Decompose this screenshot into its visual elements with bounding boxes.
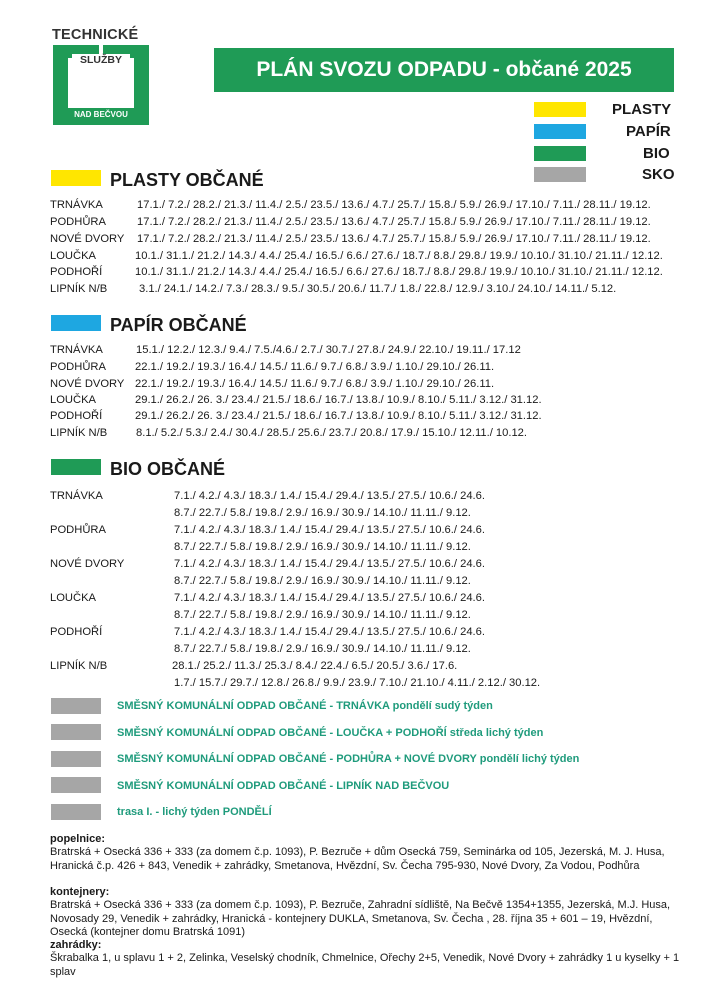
- note-kontejnery-heading: kontejnery:: [50, 886, 110, 898]
- sko-route-trnavka: SMĚSNÝ KOMUNÁLNÍ ODPAD OBČANÉ - TRNÁVKA pondělí sudý týden: [117, 700, 493, 712]
- note-zahradky-text: Škrabalka 1, u splavu 1 + 2, Zelinka, Veselský chodník, Chmelnice, Ořechy 2+5, Venedik, Nové Dvory + zahrádky 1 u kyselky + 1 splav: [50, 952, 680, 978]
- sko-swatch: [51, 777, 101, 793]
- bio-row-dates: 28.1./ 25.2./ 11.3./ 25.3./ 8.4./ 22.4./ 6.5./ 20.5./ 3.6./ 17.6.: [172, 660, 458, 672]
- papir-swatch: [51, 315, 101, 331]
- plasty-row-name: LIPNÍK N/B: [50, 283, 108, 295]
- plasty-row-dates: 17.1./ 7.2./ 28.2./ 21.3./ 11.4./ 2.5./ 23.5./ 13.6./ 4.7./ 25.7./ 15.8./ 5.9./ 26.9./ 17.10./ 7.11./ 28.11./ 19.12.: [137, 199, 651, 211]
- plasty-title: PLASTY OBČANÉ: [110, 170, 264, 190]
- plasty-swatch: [51, 170, 101, 186]
- page-title: PLÁN SVOZU ODPADU - občané 2025: [214, 48, 674, 92]
- legend-label-sko: SKO: [642, 166, 675, 183]
- papir-row-dates: 8.1./ 5.2./ 5.3./ 2.4./ 30.4./ 28.5./ 25.6./ 23.7./ 20.8./ 17.9./ 15.10./ 12.11./ 10.12.: [136, 427, 528, 439]
- plasty-row-name: PODHŮRA: [50, 216, 106, 228]
- legend-label-papir: PAPÍR: [626, 123, 671, 140]
- note-zahradky-heading: zahrádky:: [50, 939, 102, 951]
- papir-row-name: PODHŮRA: [50, 361, 106, 373]
- logo-line-technicke: TECHNICKÉ: [52, 27, 139, 43]
- bio-row-dates: 8.7./ 22.7./ 5.8./ 19.8./ 2.9./ 16.9./ 30.9./ 14.10./ 11.11./ 9.12.: [174, 643, 471, 655]
- sko-swatch: [51, 724, 101, 740]
- note-kontejnery-text: Bratrská + Osecká 336 + 333 (za domem č.p. 1093), P. Bezruče, Zahradní sídliště, Na Bečvě 1354+1355, Jezerská, M.J. Husa, Novosady 29, Venedik + zahrádky, Hranická - kontejnery DUKLA, Smetanova, Sv. Čecha , 28. října 35 + 601 – 19, Hvězdní, Osecká (kontejner domu Bratrská 1091): [50, 899, 671, 938]
- legend-label-bio: BIO: [643, 145, 670, 162]
- bio-row-name: PODHŮRA: [50, 524, 106, 536]
- logo-line-lipnik: LIPNÍK: [79, 94, 123, 109]
- papir-row-dates: 22.1./ 19.2./ 19.3./ 16.4./ 14.5./ 11.6./ 9.7./ 6.8./ 3.9./ 1.10./ 29.10./ 26.11.: [135, 378, 495, 390]
- plasty-row-dates: 10.1./ 31.1./ 21.2./ 14.3./ 4.4./ 25.4./ 16.5./ 6.6./ 27.6./ 18.7./ 8.8./ 29.8./ 19.9./ 10.10./ 31.10./ 21.11./ 12.12.: [135, 266, 663, 278]
- sko-route-lipnik: SMĚSNÝ KOMUNÁLNÍ ODPAD OBČANÉ - LIPNÍK NAD BEČVOU: [117, 780, 450, 792]
- papir-title: PAPÍR OBČANÉ: [110, 315, 247, 335]
- note-popelnice-text: Bratrská + Osecká 336 + 333 (za domem č.p. 1093), P. Bezruče + dům Osecká 759, Seminárka od 105, Jezerská, M. J. Husa, Hranická č.p. 426 + 843, Venedik + zahrádky, Smetanova, Hvězdní, Sv. Čecha 795-930, Nové Dvory, Za Vodou, Podhůra: [50, 846, 665, 872]
- bio-row-dates: 7.1./ 4.2./ 4.3./ 18.3./ 1.4./ 15.4./ 29.4./ 13.5./ 27.5./ 10.6./ 24.6.: [174, 490, 485, 502]
- note-popelnice-heading: popelnice:: [50, 833, 106, 845]
- plasty-row-dates: 17.1./ 7.2./ 28.2./ 21.3./ 11.4./ 2.5./ 23.5./ 13.6./ 4.7./ 25.7./ 15.8./ 5.9./ 26.9./ 17.10./ 7.11./ 28.11./ 19.12.: [137, 233, 651, 245]
- bio-row-dates: 7.1./ 4.2./ 4.3./ 18.3./ 1.4./ 15.4./ 29.4./ 13.5./ 27.5./ 10.6./ 24.6.: [174, 558, 485, 570]
- plasty-row-name: TRNÁVKA: [50, 199, 103, 211]
- bio-row-name: NOVÉ DVORY: [50, 558, 125, 570]
- bio-row-name: LIPNÍK N/B: [50, 660, 108, 672]
- sko-swatch: [51, 804, 101, 820]
- papir-row-name: LOUČKA: [50, 394, 97, 406]
- bio-row-dates: 8.7./ 22.7./ 5.8./ 19.8./ 2.9./ 16.9./ 30.9./ 14.10./ 11.11./ 9.12.: [174, 609, 471, 621]
- plasty-row-dates: 3.1./ 24.1./ 14.2./ 7.3./ 28.3./ 9.5./ 30.5./ 20.6./ 11.7./ 1.8./ 22.8./ 12.9./ 3.10./ 24.10./ 14.11./ 5.12.: [139, 283, 617, 295]
- papir-row-name: NOVÉ DVORY: [50, 378, 125, 390]
- plasty-row-name: NOVÉ DVORY: [50, 233, 125, 245]
- bio-title: BIO OBČANÉ: [110, 459, 226, 479]
- sko-route-loucka: SMĚSNÝ KOMUNÁLNÍ ODPAD OBČANÉ - LOUČKA + PODHOŘÍ středa lichý týden: [117, 727, 544, 739]
- plasty-row-dates: 17.1./ 7.2./ 28.2./ 21.3./ 11.4./ 2.5./ 23.5./ 13.6./ 4.7./ 25.7./ 15.8./ 5.9./ 26.9./ 17.10./ 7.11./ 28.11./ 19.12.: [137, 216, 651, 228]
- papir-row-name: LIPNÍK N/B: [50, 427, 108, 439]
- bio-row-name: PODHOŘÍ: [50, 626, 103, 638]
- logo-line-sluzby: SLUŽBY: [72, 54, 130, 66]
- plasty-row-dates: 10.1./ 31.1./ 21.2./ 14.3./ 4.4./ 25.4./ 16.5./ 6.6./ 27.6./ 18.7./ 8.8./ 29.8./ 19.9./ 10.10./ 31.10./ 21.11./ 12.12.: [135, 250, 663, 262]
- sko-swatch: [51, 751, 101, 767]
- bio-row-dates: 8.7./ 22.7./ 5.8./ 19.8./ 2.9./ 16.9./ 30.9./ 14.10./ 11.11./ 9.12.: [174, 575, 471, 587]
- legend-swatch-sko: [534, 167, 586, 182]
- legend-swatch-plasty: [534, 102, 586, 117]
- logo-line-nad-becvou: NAD BEČVOU: [74, 110, 128, 119]
- papir-row-name: TRNÁVKA: [50, 344, 103, 356]
- papir-row-name: PODHOŘÍ: [50, 410, 103, 422]
- bio-row-dates: 7.1./ 4.2./ 4.3./ 18.3./ 1.4./ 15.4./ 29.4./ 13.5./ 27.5./ 10.6./ 24.6.: [174, 626, 485, 638]
- plasty-row-name: PODHOŘÍ: [50, 266, 103, 278]
- bio-row-dates: 7.1./ 4.2./ 4.3./ 18.3./ 1.4./ 15.4./ 29.4./ 13.5./ 27.5./ 10.6./ 24.6.: [174, 524, 485, 536]
- sko-route-podhura: SMĚSNÝ KOMUNÁLNÍ ODPAD OBČANÉ - PODHŮRA + NOVÉ DVORY pondělí lichý týden: [117, 753, 580, 765]
- bio-swatch: [51, 459, 101, 475]
- plasty-row-name: LOUČKA: [50, 250, 97, 262]
- legend-swatch-papir: [534, 124, 586, 139]
- papir-row-dates: 29.1./ 26.2./ 26. 3./ 23.4./ 21.5./ 18.6./ 16.7./ 13.8./ 10.9./ 8.10./ 5.11./ 3.12./ 31.12.: [135, 394, 542, 406]
- papir-row-dates: 29.1./ 26.2./ 26. 3./ 23.4./ 21.5./ 18.6./ 16.7./ 13.8./ 10.9./ 8.10./ 5.11./ 3.12./ 31.12.: [135, 410, 542, 422]
- bio-row-dates: 1.7./ 15.7./ 29.7./ 12.8./ 26.8./ 9.9./ 23.9./ 7.10./ 21.10./ 4.11./ 2.12./ 30.12.: [174, 677, 541, 689]
- bio-row-name: TRNÁVKA: [50, 490, 103, 502]
- sko-route-trasa: trasa I. - lichý týden PONDĚLÍ: [117, 806, 272, 818]
- papir-row-dates: 15.1./ 12.2./ 12.3./ 9.4./ 7.5./4.6./ 2.7./ 30.7./ 27.8./ 24.9./ 22.10./ 19.11./ 17.12: [136, 344, 521, 356]
- bio-row-dates: 8.7./ 22.7./ 5.8./ 19.8./ 2.9./ 16.9./ 30.9./ 14.10./ 11.11./ 9.12.: [174, 507, 471, 519]
- bio-row-name: LOUČKA: [50, 592, 97, 604]
- bio-row-dates: 8.7./ 22.7./ 5.8./ 19.8./ 2.9./ 16.9./ 30.9./ 14.10./ 11.11./ 9.12.: [174, 541, 471, 553]
- papir-row-dates: 22.1./ 19.2./ 19.3./ 16.4./ 14.5./ 11.6./ 9.7./ 6.8./ 3.9./ 1.10./ 29.10./ 26.11.: [135, 361, 495, 373]
- sko-swatch: [51, 698, 101, 714]
- bio-row-dates: 7.1./ 4.2./ 4.3./ 18.3./ 1.4./ 15.4./ 29.4./ 13.5./ 27.5./ 10.6./ 24.6.: [174, 592, 485, 604]
- legend-swatch-bio: [534, 146, 586, 161]
- legend-label-plasty: PLASTY: [612, 101, 672, 118]
